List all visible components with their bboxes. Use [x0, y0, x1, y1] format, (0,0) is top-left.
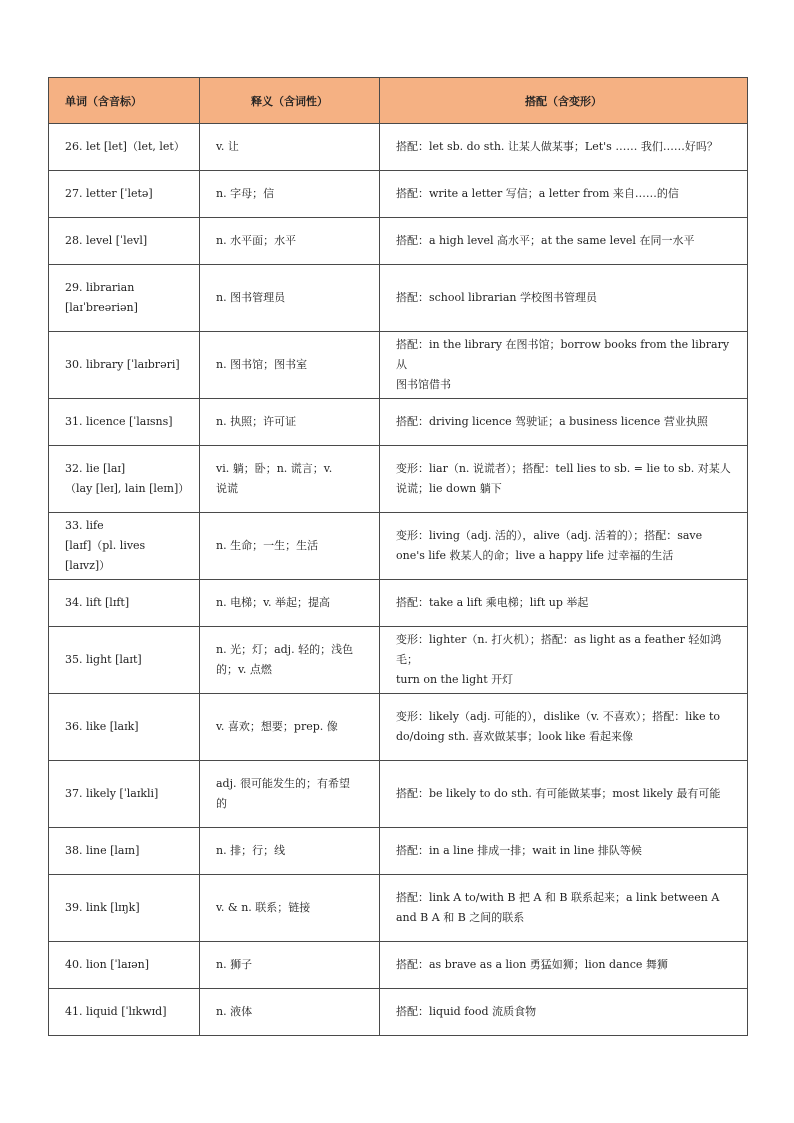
word-cell: [49, 627, 200, 694]
table-row: [49, 694, 748, 761]
collocation-text: 说谎；lie down 躺下: [396, 482, 502, 495]
table-row: [49, 171, 748, 218]
word-cell: [49, 265, 200, 332]
word-cell: [49, 942, 200, 989]
meaning-cell: [200, 761, 380, 828]
collocation-cell: [380, 942, 748, 989]
table-row: [49, 942, 748, 989]
meaning-text: n. 电梯；v. 举起；提高: [216, 596, 330, 609]
word-text: 29. librarian: [65, 281, 135, 294]
meaning-text: v. & n. 联系；链接: [216, 901, 311, 914]
collocation-text: 搭配：as brave as a lion 勇猛如狮；lion dance 舞狮: [396, 958, 668, 971]
word-text: 34. lift [lɪft]: [65, 596, 130, 609]
word-cell: [49, 171, 200, 218]
meaning-text: n. 执照；许可证: [216, 415, 297, 428]
word-text: [laɪf]（pl. lives [laɪvz]）: [65, 539, 146, 572]
meaning-text: vi. 躺；卧；n. 谎言；v.: [216, 462, 333, 475]
collocation-cell: [380, 446, 748, 513]
meaning-text: 说谎: [216, 482, 238, 495]
meaning-cell: [200, 171, 380, 218]
word-cell: [49, 761, 200, 828]
collocation-text: do/doing sth. 喜欢做某事；look like 看起来像: [396, 730, 633, 743]
word-cell: [49, 446, 200, 513]
collocation-text: 搭配：be likely to do sth. 有可能做某事；most likely 最有可能: [396, 787, 721, 800]
collocation-text: 变形：liar（n. 说谎者）；搭配：tell lies to sb. = lie to sb. 对某人: [396, 462, 731, 475]
meaning-cell: [200, 332, 380, 399]
collocation-text: and B A 和 B 之间的联系: [396, 911, 525, 924]
meaning-text: 的: [216, 797, 227, 810]
word-text: 38. line [laɪn]: [65, 844, 140, 857]
collocation-cell: [380, 627, 748, 694]
word-text: 30. library [ˈlaɪbrəri]: [65, 358, 180, 371]
table-row: [49, 399, 748, 446]
header-meaning: 释义（含词性）: [200, 78, 380, 124]
word-text: 26. let [let]（let, let）: [65, 140, 185, 153]
collocation-cell: [380, 513, 748, 580]
collocation-cell: [380, 332, 748, 399]
collocation-cell: [380, 218, 748, 265]
collocation-text: 变形：living（adj. 活的），alive（adj. 活着的）；搭配：save: [396, 529, 703, 542]
collocation-text: 变形：likely（adj. 可能的），dislike（v. 不喜欢）；搭配：like to: [396, 710, 721, 723]
meaning-cell: [200, 828, 380, 875]
collocation-text: 图书馆借书: [396, 378, 451, 391]
meaning-cell: [200, 513, 380, 580]
meaning-text: 的；v. 点燃: [216, 663, 272, 676]
collocation-cell: [380, 580, 748, 627]
meaning-cell: [200, 694, 380, 761]
word-text: 28. level [ˈlevl]: [65, 234, 148, 247]
collocation-text: 搭配：let sb. do sth. 让某人做某事；Let's …… 我们……好吗？: [396, 140, 718, 153]
meaning-cell: [200, 218, 380, 265]
table-row: [49, 627, 748, 694]
word-cell: [49, 989, 200, 1036]
meaning-cell: [200, 875, 380, 942]
word-cell: [49, 875, 200, 942]
collocation-cell: [380, 761, 748, 828]
meaning-cell: [200, 627, 380, 694]
meaning-cell: [200, 580, 380, 627]
meaning-text: n. 图书馆；图书室: [216, 358, 308, 371]
collocation-cell: [380, 875, 748, 942]
meaning-text: n. 光；灯；adj. 轻的；浅色: [216, 643, 354, 656]
word-text: 41. liquid [ˈlɪkwɪd]: [65, 1005, 167, 1018]
word-cell: [49, 218, 200, 265]
meaning-cell: [200, 446, 380, 513]
collocation-cell: [380, 989, 748, 1036]
meaning-text: n. 字母；信: [216, 187, 275, 200]
meaning-cell: [200, 124, 380, 171]
table-row: [49, 265, 748, 332]
table-body: [49, 124, 748, 1036]
table-row: [49, 580, 748, 627]
meaning-text: n. 水平面；水平: [216, 234, 297, 247]
meaning-text: n. 图书管理员: [216, 291, 286, 304]
word-cell: [49, 124, 200, 171]
meaning-text: n. 狮子: [216, 958, 253, 971]
word-cell: [49, 580, 200, 627]
collocation-text: 搭配：school librarian 学校图书管理员: [396, 291, 597, 304]
collocation-cell: [380, 265, 748, 332]
table-row: [49, 761, 748, 828]
table-row: [49, 513, 748, 580]
collocation-text: 搭配：take a lift 乘电梯；lift up 举起: [396, 596, 589, 609]
meaning-text: v. 喜欢；想要；prep. 像: [216, 720, 338, 733]
collocation-text: 搭配：liquid food 流质食物: [396, 1005, 537, 1018]
table-row: [49, 124, 748, 171]
word-cell: [49, 513, 200, 580]
collocation-text: 搭配：in a line 排成一排；wait in line 排队等候: [396, 844, 642, 857]
word-text: 31. licence [ˈlaɪsns]: [65, 415, 173, 428]
collocation-text: one's life 救某人的命；live a happy life 过幸福的生活: [396, 549, 674, 562]
table-row: [49, 218, 748, 265]
word-cell: [49, 694, 200, 761]
table-header-row: [49, 78, 748, 124]
meaning-text: n. 液体: [216, 1005, 253, 1018]
word-text: 40. lion [ˈlaɪən]: [65, 958, 150, 971]
word-text: [laɪˈbreəriən]: [65, 301, 138, 314]
collocation-cell: [380, 399, 748, 446]
collocation-cell: [380, 171, 748, 218]
collocation-text: 搭配：in the library 在图书馆；borrow books from the library 从: [396, 338, 730, 371]
header-word: 单词（含音标）: [49, 78, 200, 124]
table-row: [49, 875, 748, 942]
word-cell: [49, 399, 200, 446]
collocation-cell: [380, 124, 748, 171]
table-row: [49, 828, 748, 875]
header-collocation: 搭配（含变形）: [380, 78, 748, 124]
word-text: 35. light [laɪt]: [65, 653, 142, 666]
collocation-cell: [380, 828, 748, 875]
word-text: 39. link [lɪŋk]: [65, 901, 140, 914]
collocation-cell: [380, 694, 748, 761]
vocabulary-table: [48, 77, 748, 1036]
word-text: 36. like [laɪk]: [65, 720, 139, 733]
collocation-text: 搭配：link A to/with B 把 A 和 B 联系起来；a link between A: [396, 891, 720, 904]
word-cell: [49, 332, 200, 399]
table-row: [49, 446, 748, 513]
meaning-cell: [200, 989, 380, 1036]
word-text: 33. life: [65, 519, 104, 532]
meaning-text: v. 让: [216, 140, 239, 153]
meaning-cell: [200, 942, 380, 989]
collocation-text: 搭配：a high level 高水平；at the same level 在同一水平: [396, 234, 695, 247]
collocation-text: 变形：lighter（n. 打火机）；搭配：as light as a feather 轻如鸿毛；: [396, 633, 722, 666]
table-row: [49, 989, 748, 1036]
word-text: 27. letter [ˈletə]: [65, 187, 153, 200]
meaning-cell: [200, 399, 380, 446]
meaning-cell: [200, 265, 380, 332]
meaning-text: n. 排；行；线: [216, 844, 286, 857]
collocation-text: 搭配：write a letter 写信；a letter from 来自……的信: [396, 187, 679, 200]
word-cell: [49, 828, 200, 875]
word-text: 32. lie [laɪ]: [65, 462, 126, 475]
meaning-text: n. 生命；一生；生活: [216, 539, 319, 552]
collocation-text: turn on the light 开灯: [396, 673, 514, 686]
meaning-text: adj. 很可能发生的；有希望: [216, 777, 351, 790]
word-text: 37. likely [ˈlaɪkli]: [65, 787, 159, 800]
collocation-text: 搭配：driving licence 驾驶证；a business licence 营业执照: [396, 415, 708, 428]
table-row: [49, 332, 748, 399]
word-text: （lay [leɪ], lain [leɪn]）: [65, 482, 190, 495]
